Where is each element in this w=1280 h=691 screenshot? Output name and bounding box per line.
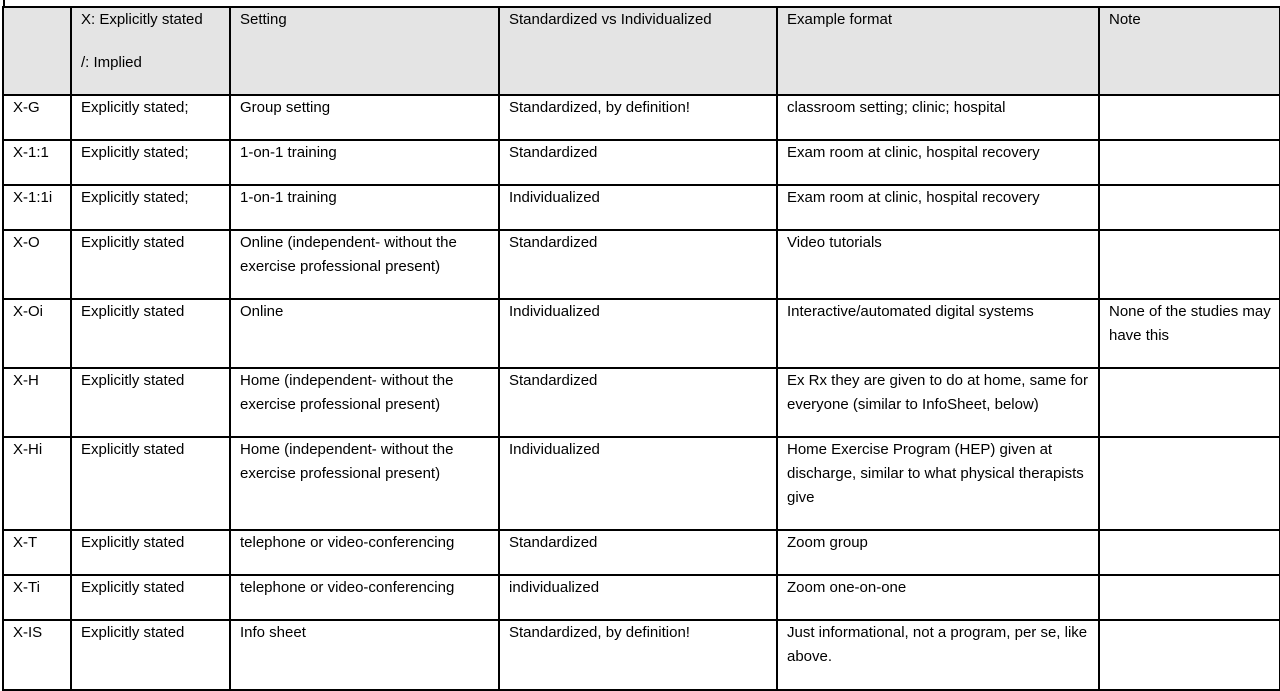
cell-setting [230,437,499,530]
cell-code-text: X-G [13,99,40,116]
settings-table [2,6,1280,691]
cell-code [3,575,71,620]
cell-setting-text: Online [240,303,284,320]
cell-setting-text: Online (independent- without the exercise professional present) [240,234,457,275]
cell-note [1099,368,1280,437]
cell-standardized [499,530,777,575]
cell-legend-text: Explicitly stated [81,372,185,389]
cell-standardized [499,95,777,140]
cell-setting [230,140,499,185]
cell-example-format-text: classroom setting; clinic; hospital [787,99,1006,116]
header-legend-line-2: /: Implied [81,54,142,71]
header-setting [230,7,499,95]
cell-code-text: X-IS [13,624,43,641]
cell-legend [71,575,230,620]
cell-standardized-text: Standardized, by definition! [509,624,690,641]
table-row [3,575,1280,620]
cell-setting [230,185,499,230]
cell-code [3,368,71,437]
cell-standardized-text: Standardized [509,372,598,389]
cell-setting [230,620,499,690]
cell-legend-text: Explicitly stated [81,303,185,320]
cell-example-format-text: Zoom one-on-one [787,579,907,596]
cell-example-format-text: Video tutorials [787,234,882,251]
cell-setting [230,95,499,140]
cell-legend [71,368,230,437]
cell-example-format [777,620,1099,690]
cell-code-text: X-Ti [13,579,40,596]
cell-legend [71,140,230,185]
cell-example-format [777,299,1099,368]
cell-setting [230,299,499,368]
cell-setting [230,575,499,620]
cell-legend-text: Explicitly stated; [81,99,189,116]
cell-legend [71,185,230,230]
cell-example-format-text: Zoom group [787,534,868,551]
cell-setting-text: Info sheet [240,624,306,641]
header-legend [71,7,230,95]
cell-legend [71,95,230,140]
table-row [3,368,1280,437]
header-code [3,7,71,95]
cell-standardized [499,437,777,530]
cell-note [1099,185,1280,230]
cell-code-text: X-O [13,234,40,251]
cell-code-text: X-1:1i [13,189,53,206]
cell-standardized [499,230,777,299]
cell-standardized-text: Standardized, by definition! [509,99,690,116]
cell-code-text: X-T [13,534,38,551]
cell-code [3,95,71,140]
cell-standardized [499,575,777,620]
cell-setting-text: 1-on-1 training [240,144,337,161]
cell-legend-text: Explicitly stated [81,234,185,251]
cell-code-text: X-Hi [13,441,43,458]
cell-legend-text: Explicitly stated [81,441,185,458]
cell-example-format-text: Ex Rx they are given to do at home, same for everyone (similar to InfoSheet, below) [787,372,1088,413]
header-standardized-label: Standardized vs Individualized [509,11,712,28]
table-row [3,140,1280,185]
cell-example-format [777,368,1099,437]
header-note-label: Note [1109,11,1141,28]
header-setting-label: Setting [240,11,287,28]
table-row [3,230,1280,299]
cell-standardized-text: individualized [509,579,600,596]
cell-standardized-text: Individualized [509,303,600,320]
cell-legend [71,620,230,690]
cell-standardized-text: Standardized [509,144,598,161]
cell-note [1099,95,1280,140]
cell-note [1099,530,1280,575]
cell-note [1099,437,1280,530]
cell-example-format [777,185,1099,230]
header-standardized [499,7,777,95]
header-legend-line-1: X: Explicitly stated [81,11,203,28]
cell-code [3,530,71,575]
cell-setting-text: 1-on-1 training [240,189,337,206]
cell-example-format [777,95,1099,140]
cell-legend [71,299,230,368]
cell-setting-text: telephone or video-conferencing [240,534,455,551]
cell-setting [230,530,499,575]
cell-setting [230,230,499,299]
cell-example-format [777,530,1099,575]
table-row [3,437,1280,530]
cell-code [3,185,71,230]
header-example-format [777,7,1099,95]
cell-legend-text: Explicitly stated [81,579,185,596]
cell-code [3,299,71,368]
cell-note [1099,575,1280,620]
cell-note-text: None of the studies may have this [1109,303,1271,344]
cell-setting [230,368,499,437]
cell-standardized-text: Standardized [509,534,598,551]
cell-setting-text: Group setting [240,99,331,116]
table-row [3,299,1280,368]
cell-code-text: X-Oi [13,303,43,320]
cell-setting-text: telephone or video-conferencing [240,579,455,596]
table-row [3,620,1280,690]
cell-standardized [499,620,777,690]
cell-note [1099,230,1280,299]
cell-standardized-text: Individualized [509,189,600,206]
cell-code [3,140,71,185]
header-example-format-label: Example format [787,11,893,28]
cell-example-format-text: Interactive/automated digital systems [787,303,1034,320]
cell-note [1099,299,1280,368]
cell-standardized [499,299,777,368]
cell-standardized [499,368,777,437]
cell-legend-text: Explicitly stated [81,534,185,551]
table-row [3,95,1280,140]
cell-legend [71,437,230,530]
cell-note [1099,140,1280,185]
cell-example-format-text: Just informational, not a program, per se, like above. [787,624,1088,665]
cell-example-format [777,575,1099,620]
cell-legend-text: Explicitly stated; [81,144,189,161]
table-row [3,530,1280,575]
cell-legend [71,530,230,575]
cell-code-text: X-H [13,372,39,389]
cell-setting-text: Home (independent- without the exercise professional present) [240,372,454,413]
cell-code [3,437,71,530]
cell-example-format-text: Home Exercise Program (HEP) given at discharge, similar to what physical therapists give [787,441,1084,506]
cell-code [3,620,71,690]
cell-example-format-text: Exam room at clinic, hospital recovery [787,189,1040,206]
cell-standardized-text: Individualized [509,441,600,458]
cell-legend-text: Explicitly stated; [81,189,189,206]
cell-setting-text: Home (independent- without the exercise professional present) [240,441,454,482]
table-row [3,185,1280,230]
cell-example-format-text: Exam room at clinic, hospital recovery [787,144,1040,161]
header-row [3,7,1280,95]
cell-standardized [499,185,777,230]
cell-code-text: X-1:1 [13,144,49,161]
cell-standardized [499,140,777,185]
cell-legend-text: Explicitly stated [81,624,185,641]
cell-example-format [777,230,1099,299]
cell-note [1099,620,1280,690]
cell-example-format [777,437,1099,530]
header-note [1099,7,1280,95]
cell-example-format [777,140,1099,185]
cell-standardized-text: Standardized [509,234,598,251]
cell-legend [71,230,230,299]
cell-code [3,230,71,299]
